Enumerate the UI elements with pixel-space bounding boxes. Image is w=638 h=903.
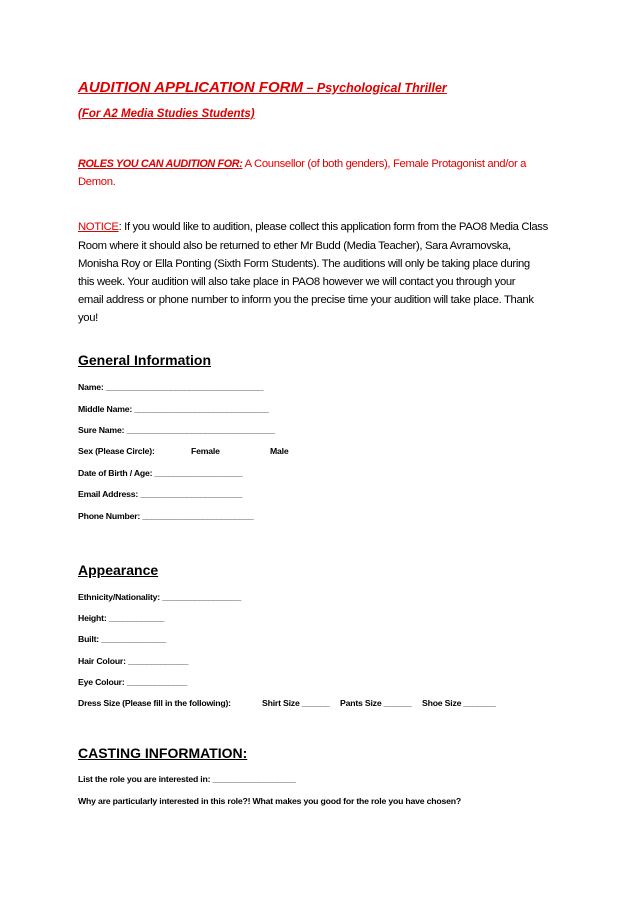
notice-text-1: : If you would like to audition, please collect this application form from the PAO8 Media Class [118, 221, 548, 233]
eye-colour-field[interactable]: Eye Colour: _____________ [78, 677, 187, 687]
notice-line-3: Monisha Roy or Ella Ponting (Sixth Form Students). The auditions will only be taking place during [78, 258, 530, 270]
hair-colour-field[interactable]: Hair Colour: _____________ [78, 656, 189, 666]
form-title-main: AUDITION APPLICATION FORM [78, 79, 303, 96]
general-info-heading: General Information [78, 352, 212, 368]
notice-line-5: email address or phone number to inform you the precise time your audition will take place. Thank [78, 294, 534, 306]
ethnicity-field[interactable]: Ethnicity/Nationality: _________________ [78, 592, 241, 602]
sex-label: Sex (Please Circle): [78, 446, 155, 456]
roles-line-1 [78, 155, 526, 174]
phone-number-field[interactable]: Phone Number: ________________________ [78, 511, 254, 521]
notice-line-6: you! [78, 312, 98, 324]
shirt-size-field[interactable]: Shirt Size ______ [262, 698, 330, 708]
appearance-heading: Appearance [78, 562, 159, 578]
name-field[interactable]: Name: __________________________________ [78, 382, 264, 392]
form-title [78, 79, 447, 96]
notice-line-1 [78, 218, 548, 237]
email-field[interactable]: Email Address: ______________________ [78, 489, 243, 499]
shoe-size-field[interactable]: Shoe Size _______ [422, 698, 496, 708]
sex-option-female[interactable]: Female [191, 446, 220, 456]
pants-size-field[interactable]: Pants Size ______ [340, 698, 412, 708]
sure-name-field[interactable]: Sure Name: ________________________________ [78, 425, 275, 435]
dress-size-label: Dress Size (Please fill in the following): [78, 698, 231, 708]
form-subtitle: (For A2 Media Studies Students) [78, 108, 255, 120]
notice-label: NOTICE [78, 221, 119, 233]
built-field[interactable]: Built: ______________ [78, 634, 167, 644]
sex-option-male[interactable]: Male [270, 446, 289, 456]
notice-line-4: this week. Your audition will also take place in PAO8 however we will contact you through your [78, 276, 516, 288]
dob-age-field[interactable]: Date of Birth / Age: ___________________ [78, 468, 243, 478]
middle-name-field[interactable]: Middle Name: _____________________________ [78, 404, 269, 414]
form-title-suffix: – Psychological Thriller [303, 81, 447, 95]
role-interest-field[interactable]: List the role you are interested in: __________________ [78, 774, 296, 784]
height-field[interactable]: Height: ____________ [78, 613, 165, 623]
why-role-question: Why are particularly interested in this role?! What makes you good for the role you have chosen? [78, 796, 461, 806]
casting-info-heading: CASTING INFORMATION: [78, 745, 248, 761]
notice-line-2: Room where it should also be returned to ether Mr Budd (Media Teacher), Sara Avramovska, [78, 240, 511, 252]
roles-label: ROLES YOU CAN AUDITION FOR: [78, 158, 243, 170]
roles-text-1: A Counsellor (of both genders), Female Protagonist and/or a [242, 158, 527, 170]
roles-line-2: Demon. [78, 176, 116, 188]
